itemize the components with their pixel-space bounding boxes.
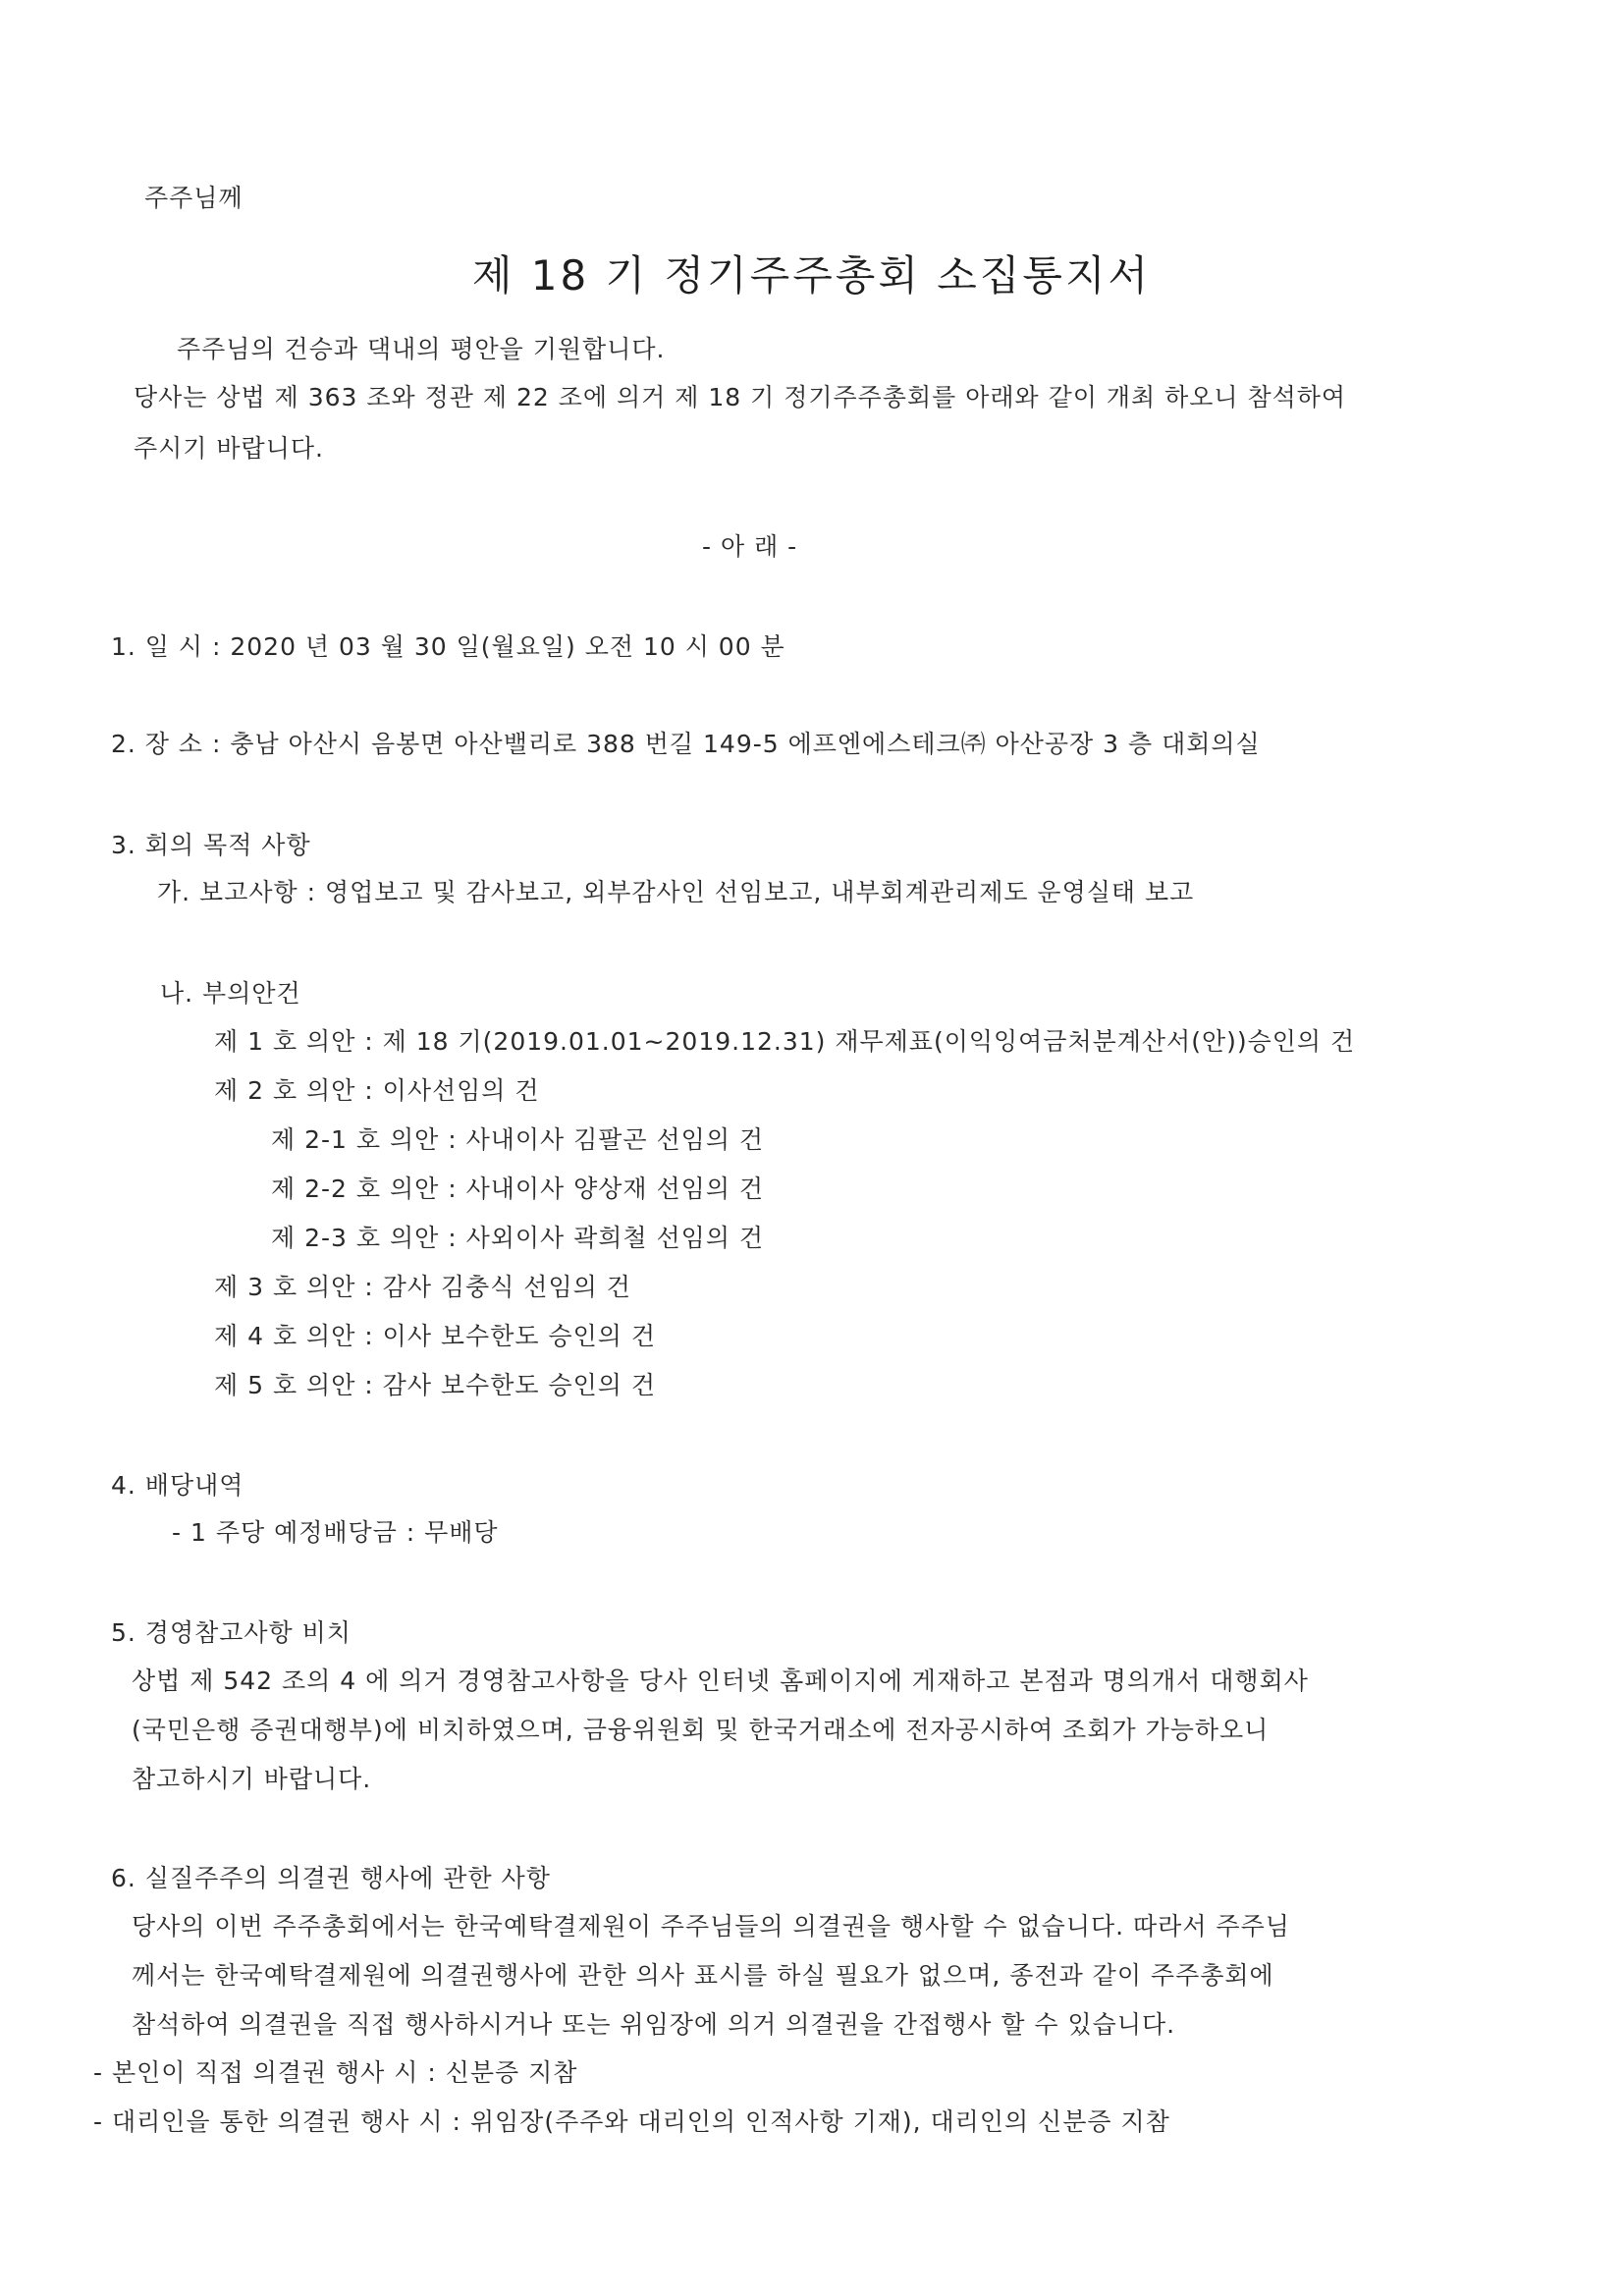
meeting-place: 2. 장 소 : 충남 아산시 음봉면 아산밸리로 388 번길 149-5 에프엔에스테크㈜ 아산공장 3 층 대회의실	[111, 730, 1261, 758]
dividend-heading: 4. 배당내역	[111, 1471, 244, 1500]
voting-bullet-proxy: - 대리인을 통한 의결권 행사 시 : 위임장(주주와 대리인의 인적사항 기재), 대리인의 신분증 지참	[93, 2107, 1170, 2136]
intro-line-1: 주주님의 건승과 댁내의 평안을 기원합니다.	[177, 335, 666, 363]
agenda-item-2: 제 2 호 의안 : 이사선임의 건	[214, 1076, 540, 1105]
meeting-date: 1. 일 시 : 2020 년 03 월 30 일(월요일) 오전 10 시 00 분	[111, 632, 785, 661]
reference-line-2: (국민은행 증권대행부)에 비치하였으며, 금융위원회 및 한국거래소에 전자공시하여 조회가 가능하오니	[132, 1716, 1270, 1744]
agenda-item-2-1: 제 2-1 호 의안 : 사내이사 김팔곤 선임의 건	[271, 1125, 765, 1154]
dividend-item: - 1 주당 예정배당금 : 무배당	[172, 1518, 499, 1547]
voting-heading: 6. 실질주주의 의결권 행사에 관한 사항	[111, 1864, 551, 1892]
agenda-item-1: 제 1 호 의안 : 제 18 기(2019.01.01~2019.12.31) 재무제표(이익잉여금처분계산서(안))승인의 건	[214, 1027, 1356, 1056]
notice-marker: - 아 래 -	[702, 532, 798, 561]
agenda-item-4: 제 4 호 의안 : 이사 보수한도 승인의 건	[214, 1322, 657, 1350]
intro-line-2: 당사는 상법 제 363 조와 정관 제 22 조에 의거 제 18 기 정기주주총회를 아래와 같이 개최 하오니 참석하여	[134, 383, 1347, 411]
page-title: 제 18 기 정기주주총회 소집통지서	[471, 251, 1152, 300]
voting-bullet-self: - 본인이 직접 의결권 행사 시 : 신분증 지참	[93, 2058, 578, 2087]
reference-line-1: 상법 제 542 조의 4 에 의거 경영참고사항을 당사 인터넷 홈페이지에 게재하고 본점과 명의개서 대행회사	[132, 1667, 1309, 1695]
agenda-item-3: 제 3 호 의안 : 감사 김충식 선임의 건	[214, 1273, 631, 1301]
reference-heading: 5. 경영참고사항 비치	[111, 1618, 352, 1647]
reference-line-3: 참고하시기 바랍니다.	[132, 1765, 372, 1793]
purpose-heading: 3. 회의 목적 사항	[111, 831, 311, 859]
voting-line-1: 당사의 이번 주주총회에서는 한국예탁결제원이 주주님들의 의결권을 행사할 수 없습니다. 따라서 주주님	[132, 1912, 1290, 1941]
intro-line-3: 주시기 바랍니다.	[134, 434, 324, 463]
report-items: 가. 보고사항 : 영업보고 및 감사보고, 외부감사인 선임보고, 내부회계관리제도 운영실태 보고	[157, 878, 1195, 906]
salutation: 주주님께	[144, 184, 243, 212]
agenda-heading: 나. 부의안건	[160, 979, 301, 1008]
agenda-item-5: 제 5 호 의안 : 감사 보수한도 승인의 건	[214, 1371, 657, 1399]
agenda-item-2-3: 제 2-3 호 의안 : 사외이사 곽희철 선임의 건	[271, 1224, 765, 1252]
agenda-item-2-2: 제 2-2 호 의안 : 사내이사 양상재 선임의 건	[271, 1175, 765, 1203]
voting-line-2: 께서는 한국예탁결제원에 의결권행사에 관한 의사 표시를 하실 필요가 없으며, 종전과 같이 주주총회에	[132, 1961, 1274, 1990]
voting-line-3: 참석하여 의결권을 직접 행사하시거나 또는 위임장에 의거 의결권을 간접행사 할 수 있습니다.	[132, 2010, 1176, 2039]
